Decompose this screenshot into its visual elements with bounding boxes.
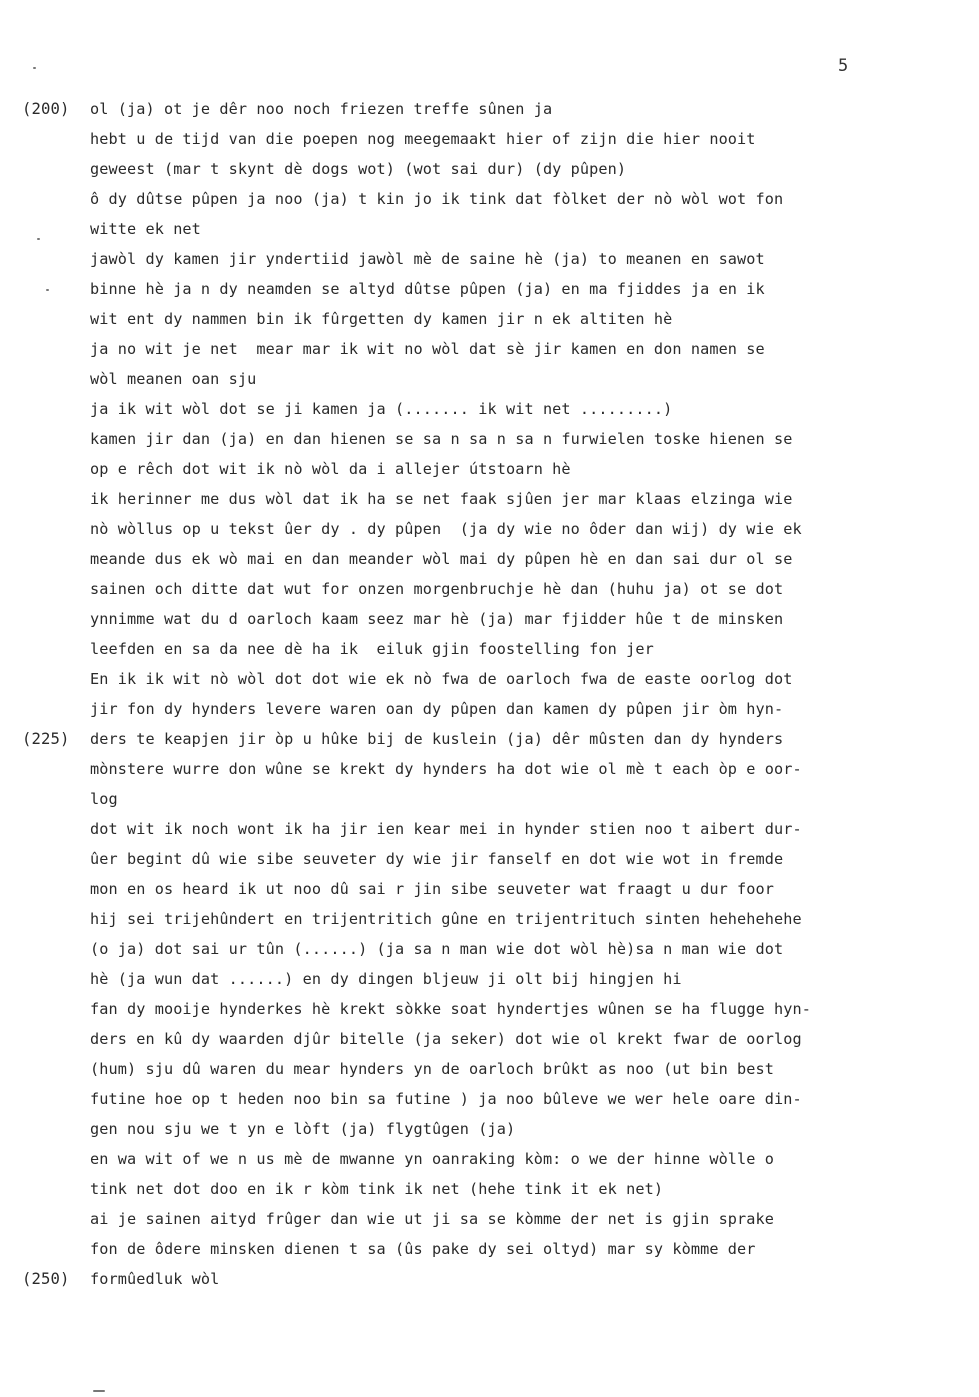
transcript-line — [90, 784, 940, 814]
line-text: hè (ja wun dat ......) en dy dingen bljeuw ji olt bij hingjen hi — [90, 970, 682, 988]
line-text: (hum) sju dû waren du mear hynders yn de oarloch brûkt as noo (ut bin best — [90, 1060, 775, 1078]
line-text: en wa wit of we n us mè de mwanne yn oanraking kòm: o we der hinne wòlle o — [90, 1150, 775, 1168]
line-text: En ik ik wit nò wòl dot dot wie ek nò fwa de oarloch fwa de easte oorlog dot — [90, 670, 793, 688]
line-text: ol (ja) ot je dêr noo noch friezen treffe sûnen ja — [90, 100, 553, 118]
line-text: wit ent dy nammen bin ik fûrgetten dy kamen jir n ek altiten hè — [90, 310, 673, 328]
transcript-line — [90, 874, 940, 904]
line-text: mònstere wurre don wûne se krekt dy hynders ha dot wie ol mè t each òp e oor- — [90, 760, 802, 778]
transcript-line — [90, 124, 940, 154]
line-text: witte ek net — [90, 220, 201, 238]
line-text: meande dus ek wò mai en dan meander wòl mai dy pûpen hè en dan sai dur ol se — [90, 550, 793, 568]
transcript-line — [90, 604, 940, 634]
transcript-line — [90, 424, 940, 454]
line-text: jir fon dy hynders levere waren oan dy pûpen dan kamen dy pûpen jir òm hyn- — [90, 700, 784, 718]
transcript-line — [90, 934, 940, 964]
transcript-lines — [22, 94, 940, 1294]
line-text: geweest (mar t skynt dè dogs wot) (wot sai dur) (dy pûpen) — [90, 160, 627, 178]
line-text: ai je sainen aityd frûger dan wie ut ji sa se kòmme der net is gjin sprake — [90, 1210, 775, 1228]
transcript-line — [90, 394, 940, 424]
transcript-line — [90, 574, 940, 604]
line-number-marker: (250) — [22, 1270, 70, 1288]
line-number-marker: (200) — [22, 100, 70, 118]
line-text: op e rêch dot wit ik nò wòl da i allejer útstoarn hè — [90, 460, 571, 478]
transcript-line — [90, 1174, 940, 1204]
transcript-line — [90, 184, 940, 214]
line-text: ik herinner me dus wòl dat ik ha se net faak sjûen jer mar klaas elzinga wie — [90, 490, 793, 508]
line-text: hebt u de tijd van die poepen nog meegemaakt hier of zijn die hier nooit — [90, 130, 756, 148]
line-text: hij sei trijehûndert en trijentritich gûne en trijentrituch sinten hehehehehe — [90, 910, 802, 928]
line-text: log — [90, 790, 118, 808]
line-text: tink net dot doo en ik r kòm tink ik net (hehe tink it ek net) — [90, 1180, 664, 1198]
transcript-line — [90, 844, 940, 874]
line-text: ja ik wit wòl dot se ji kamen ja (....... ik wit net .........) — [90, 400, 673, 418]
line-text: binne hè ja n dy neamden se altyd dûtse pûpen (ja) en ma fjiddes ja en ik — [90, 280, 765, 298]
transcript-line — [90, 214, 940, 244]
transcript-line — [90, 1024, 940, 1054]
transcript-line — [90, 544, 940, 574]
transcript-line — [90, 1114, 940, 1144]
line-text: mon en os heard ik ut noo dû sai r jin sibe seuveter wat fraagt u dur foor — [90, 880, 775, 898]
transcript-line — [90, 994, 940, 1024]
transcript-line — [22, 724, 940, 754]
transcript-line — [90, 154, 940, 184]
line-text: nò wòllus op u tekst ûer dy . dy pûpen (ja dy wie no ôder dan wij) dy wie ek — [90, 520, 802, 538]
ink-speck — [46, 289, 49, 291]
transcript-line — [90, 334, 940, 364]
transcript-line — [22, 94, 940, 124]
transcript-line — [90, 754, 940, 784]
line-text: ô dy dûtse pûpen ja noo (ja) t kin jo ik tink dat fòlket der nò wòl wot fon — [90, 190, 784, 208]
transcript-line — [90, 304, 940, 334]
transcript-line — [90, 274, 940, 304]
transcript-line — [90, 454, 940, 484]
transcript-line — [90, 1204, 940, 1234]
line-text: fan dy mooije hynderkes hè krekt sòkke soat hyndertjes wûnen se ha flugge hyn- — [90, 1000, 812, 1018]
transcript-line — [90, 1144, 940, 1174]
ink-speck — [33, 67, 36, 69]
ink-speck — [37, 238, 40, 240]
line-text: (o ja) dot sai ur tûn (......) (ja sa n man wie dot wòl hè)sa n man wie dot — [90, 940, 784, 958]
line-text: jawòl dy kamen jir yndertiid jawòl mè de saine hè (ja) to meanen en sawot — [90, 250, 765, 268]
transcript-line — [90, 1054, 940, 1084]
line-text: gen nou sju we t yn e lòft (ja) flygtûgen (ja) — [90, 1120, 516, 1138]
transcript-line — [90, 814, 940, 844]
transcript-line — [90, 1234, 940, 1264]
line-text: wòl meanen oan sju — [90, 370, 257, 388]
line-text: fon de ôdere minsken dienen t sa (ûs pake dy sei oltyd) mar sy kòmme der — [90, 1240, 756, 1258]
line-text: ders te keapjen jir òp u hûke bij de kuslein (ja) dêr mûsten dan dy hynders — [90, 730, 784, 748]
transcript-line — [90, 244, 940, 274]
transcript-line — [90, 664, 940, 694]
transcript-line — [90, 1084, 940, 1114]
line-text: ynnimme wat du d oarloch kaam seez mar hè (ja) mar fjidder hûe t de minsken — [90, 610, 784, 628]
transcript-line — [90, 514, 940, 544]
line-text: dot wit ik noch wont ik ha jir ien kear mei in hynder stien noo t aibert dur- — [90, 820, 802, 838]
transcript-line — [90, 364, 940, 394]
line-text: futine hoe op t heden noo bin sa futine ) ja noo bûleve we wer hele oare din- — [90, 1090, 802, 1108]
ink-speck — [93, 1390, 105, 1392]
line-number-marker: (225) — [22, 730, 70, 748]
transcript-line — [22, 1264, 940, 1294]
line-text: kamen jir dan (ja) en dan hienen se sa n sa n sa n furwielen toske hienen se — [90, 430, 793, 448]
page-number: 5 — [838, 56, 849, 76]
line-text: formûedluk wòl — [90, 1270, 220, 1288]
line-text: leefden en sa da nee dè ha ik eiluk gjin foostelling fon jer — [90, 640, 654, 658]
line-text: ûer begint dû wie sibe seuveter dy wie jir fanself en dot wie wot in fremde — [90, 850, 784, 868]
line-text: sainen och ditte dat wut for onzen morgenbruchje hè dan (huhu ja) ot se dot — [90, 580, 784, 598]
transcript-line — [90, 904, 940, 934]
transcript-line — [90, 694, 940, 724]
transcript-line — [90, 484, 940, 514]
transcript-line — [90, 964, 940, 994]
transcript-line — [90, 634, 940, 664]
line-text: ders en kû dy waarden djûr bitelle (ja seker) dot wie ol krekt fwar de oorlog — [90, 1030, 802, 1048]
line-text: ja no wit je net mear mar ik wit no wòl dat sè jir kamen en don namen se — [90, 340, 765, 358]
